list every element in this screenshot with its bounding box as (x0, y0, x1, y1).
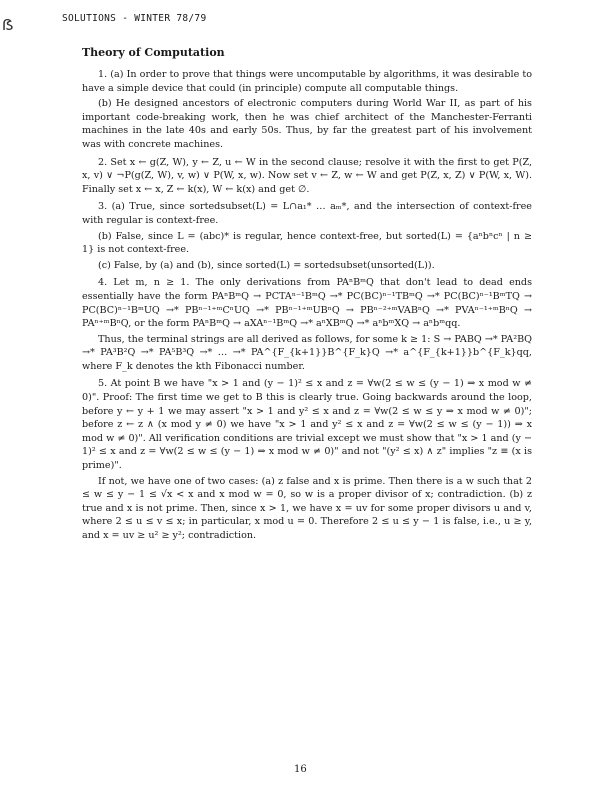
paragraph-3b: (b) False, since L = (abc)* is regular, hence context-free, but sorted(L) = {aⁿbⁿcⁿ | n ≥ 1} is not context-free. (82, 230, 532, 256)
page-number: 16 (294, 764, 307, 775)
body-text (82, 68, 532, 547)
paragraph-4: 4. Let m, n ≥ 1. The only derivations from PAⁿBᵐQ that don't lead to dead ends essentially have the form PAⁿBᵐQ → PCTAⁿ⁻¹BᵐQ →* PC(BC)ⁿ⁻¹TBᵐQ →* PC(BC)ⁿ⁻¹BᵐTQ → PC(BC)ⁿ⁻¹BᵐUQ →* PBⁿ⁻¹⁺ᵐCⁿUQ →* PBⁿ⁻¹⁺ᵐUBⁿQ → PBⁿ⁻²⁺ᵐVABⁿQ →* PVAⁿ⁻¹⁺ᵐBⁿQ → PAⁿ⁺ᵐBⁿQ, or the form PAⁿBᵐQ → aXAⁿ⁻¹BᵐQ →* aⁿXBᵐQ →* aⁿbᵐXQ → aⁿbᵐqq. (82, 277, 532, 330)
section-title: Theory of Computation (82, 46, 225, 59)
paragraph-1a: 1. (a) In order to prove that things were uncomputable by algorithms, it was desirable to have a simple device that could (in principle) compute all computable things. (82, 69, 532, 94)
corner-mark: ẞ (2, 16, 14, 34)
page-header: SOLUTIONS - WINTER 78/79 (62, 13, 207, 24)
paragraph-5: 5. At point B we have "x > 1 and (y − 1)² ≤ x and z = ∀w(2 ≤ w ≤ (y − 1) ⇒ x mod w ≠ 0)". Proof: The first time we get to B this is clearly true. Going backwards around the loop, before y ← y + 1 we may assert "x > 1 and y² ≤ x and z = ∀w(2 ≤ w ≤ y ⇒ x mod w ≠ 0)"; before z ← z ∧ (x mod y ≠ 0) we have "x > 1 and y² ≤ x and z = ∀w(2 ≤ w ≤ (y − 1)) ⇒ x mod w ≠ 0)". All verification conditions are trivial except we must show that "x > 1 and (y − 1)² ≤ x and z = ∀w(2 ≤ w ≤ (y − 1) ⇒ x mod w ≠ 0)" and not "(y² ≤ x) ∧ z" implies "z ≡ (x is prime)". (82, 378, 532, 472)
paragraph-3a: 3. (a) True, since sortedsubset(L) = L∩a₁* … aₘ*, and the intersection of context-free with regular is context-free. (82, 201, 532, 226)
paragraph-3c: (c) False, by (a) and (b), since sorted(L) = sortedsubset(unsorted(L)). (98, 259, 435, 271)
paragraph-2: 2. Set x ← g(Z, W), y ← Z, u ← W in the second clause; resolve it with the first to get P(Z, x, v) ∨ ¬P(g(Z, W), v, w) ∨ P(W, x, w). Now set v ← Z, w ← W and get P(Z, x, Z) ∨ P(W, x, W). Finally set x ← x, Z ← k(x), W ← k(x) and get ∅. (82, 156, 532, 195)
paragraph-1b: (b) He designed ancestors of electronic computers during World War II, as part of his important code-breaking work, then he was chief architect of the Manchester-Ferranti machines in the late 40s and early 50s. Thus, by far the greatest part of his involvement was with concrete machines. (82, 98, 532, 150)
paragraph-4-thus: Thus, the terminal strings are all derived as follows, for some k ≥ 1: S → PABQ →* PA²BQ →* PA³B²Q →* PA⁵B³Q →* … →* PA^{F_{k+1}}B^{F_k}Q →* a^{F_{k+1}}b^{F_k}qq, where F_k denotes the kth Fibonacci number. (82, 333, 532, 372)
paragraph-5-cases: If not, we have one of two cases: (a) z false and x is prime. Then there is a w such that 2 ≤ w ≤ y − 1 ≤ √x < x and x mod w = 0, so w is a proper divisor of x; contradiction. (b) z true and x is not prime. Then, since x > 1, we have x = uv for some proper divisors u and v, where 2 ≤ u ≤ v ≤ x; in particular, x mod u = 0. Therefore 2 ≤ u ≤ y − 1 is false, i.e., u ≥ y, and x = uv ≥ u² ≥ y²; contradiction. (82, 475, 532, 541)
